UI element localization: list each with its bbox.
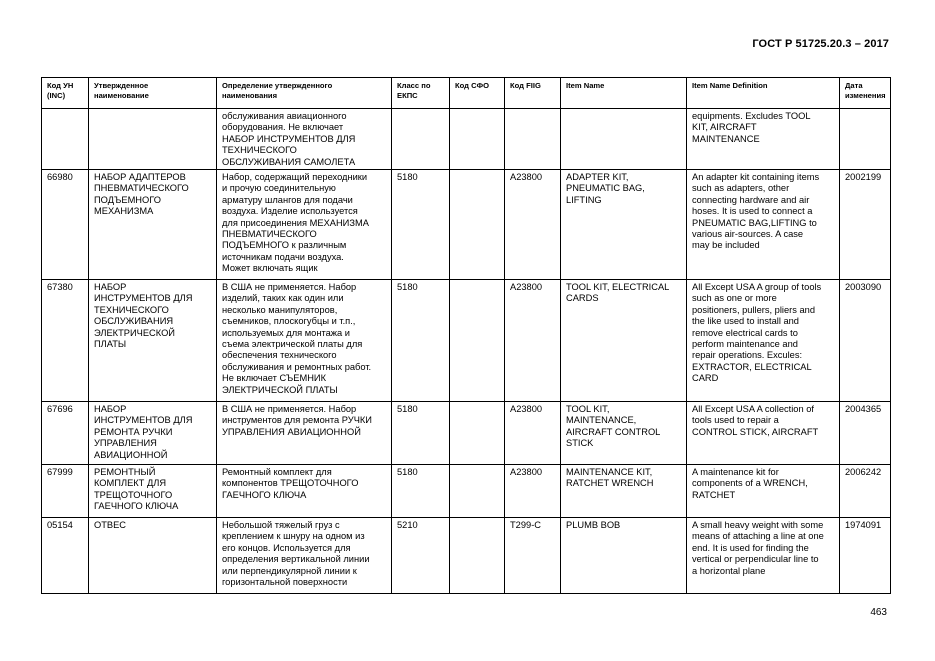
cell-date xyxy=(840,109,891,170)
cell-approved-name xyxy=(89,109,217,170)
cell-approved-name: НАБОР ИНСТРУМЕНТОВ ДЛЯ РЕМОНТА РУЧКИ УПРАВЛЕНИЯ АВИАЦИОННОЙ xyxy=(89,402,217,465)
column-header-item-definition: Item Name Definition xyxy=(687,78,840,109)
cell-inc: 67999 xyxy=(42,465,89,518)
table-row xyxy=(42,518,891,594)
cell-item-name: ADAPTER KIT, PNEUMATIC BAG, LIFTING xyxy=(561,170,687,280)
cell-sfo xyxy=(450,109,505,170)
nomenclature-table xyxy=(41,77,891,594)
column-header-class: Класс по ЕКПС xyxy=(392,78,450,109)
cell-class: 5180 xyxy=(392,280,450,402)
cell-class: 5180 xyxy=(392,465,450,518)
cell-date: 2006242 xyxy=(840,465,891,518)
table-row xyxy=(42,170,891,280)
cell-approved-definition: Набор, содержащий переходники и прочую соединительную арматуру шлангов для подачи воздуха. Изделие используется для присоединения МЕХАНИЗМА ПНЕВМАТИЧЕСКОГО ПОДЪЕМНОГО к различным источникам подачи воздуха. Может включать ящик xyxy=(217,170,392,280)
column-header-date: Дата изменения xyxy=(840,78,891,109)
table-row xyxy=(42,109,891,170)
table-row xyxy=(42,465,891,518)
cell-class: 5210 xyxy=(392,518,450,594)
cell-inc: 66980 xyxy=(42,170,89,280)
cell-inc: 67696 xyxy=(42,402,89,465)
cell-inc xyxy=(42,109,89,170)
column-header-approved-name: Утвержденное наименование xyxy=(89,78,217,109)
cell-sfo xyxy=(450,518,505,594)
column-header-item-name: Item Name xyxy=(561,78,687,109)
table-row xyxy=(42,280,891,402)
cell-approved-definition: обслуживания авиационного оборудования. Не включает НАБОР ИНСТРУМЕНТОВ ДЛЯ ТЕХНИЧЕСКОГО ОБСЛУЖИВАНИЯ САМОЛЕТА xyxy=(217,109,392,170)
cell-item-definition: All Except USA A collection of tools used to repair a CONTROL STICK, AIRCRAFT xyxy=(687,402,840,465)
column-header-inc: Код УН (INC) xyxy=(42,78,89,109)
cell-date: 2003090 xyxy=(840,280,891,402)
cell-approved-name: НАБОР ИНСТРУМЕНТОВ ДЛЯ ТЕХНИЧЕСКОГО ОБСЛУЖИВАНИЯ ЭЛЕКТРИЧЕСКОЙ ПЛАТЫ xyxy=(89,280,217,402)
cell-sfo xyxy=(450,465,505,518)
cell-item-name: TOOL KIT, MAINTENANCE, AIRCRAFT CONTROL STICK xyxy=(561,402,687,465)
cell-item-definition: A small heavy weight with some means of attaching a line at one end. It is used for finding the vertical or perpendicular line to a horizontal plane xyxy=(687,518,840,594)
cell-approved-name: НАБОР АДАПТЕРОВ ПНЕВМАТИЧЕСКОГО ПОДЪЕМНОГО МЕХАНИЗМА xyxy=(89,170,217,280)
column-header-fiig: Код FIIG xyxy=(505,78,561,109)
document-standard-title: ГОСТ Р 51725.20.3 – 2017 xyxy=(752,38,889,50)
cell-date: 2004365 xyxy=(840,402,891,465)
cell-item-name: MAINTENANCE KIT, RATCHET WRENCH xyxy=(561,465,687,518)
cell-class: 5180 xyxy=(392,402,450,465)
cell-fiig: A23800 xyxy=(505,465,561,518)
column-header-sfo: Код СФО xyxy=(450,78,505,109)
cell-item-definition: A maintenance kit for components of a WRENCH, RATCHET xyxy=(687,465,840,518)
cell-class xyxy=(392,109,450,170)
cell-sfo xyxy=(450,402,505,465)
cell-item-definition: An adapter kit containing items such as adapters, other connecting hardware and air hoses. It is used to connect a PNEUMATIC BAG,LIFTING to various air-sources. A case may be included xyxy=(687,170,840,280)
cell-date: 1974091 xyxy=(840,518,891,594)
page-number: 463 xyxy=(870,607,887,618)
cell-sfo xyxy=(450,170,505,280)
cell-fiig: T299-C xyxy=(505,518,561,594)
cell-fiig: A23800 xyxy=(505,280,561,402)
cell-approved-definition: Небольшой тяжелый груз с креплением к шнуру на одном из его концов. Используется для определения вертикальной линии или перпендикулярной линии к горизонтальной поверхности xyxy=(217,518,392,594)
cell-item-definition: All Except USA A group of tools such as one or more positioners, pullers, pliers and the like used to install and remove electrical cards to perform maintenance and repair operations. Excules: EXTRACTOR, ELECTRICAL CARD xyxy=(687,280,840,402)
cell-fiig: A23800 xyxy=(505,402,561,465)
cell-approved-definition: В США не применяется. Набор изделий, таких как один или несколько манипуляторов, съемников, плоскогубцы и т.п., используемых для монтажа и съема электрической платы для обеспечения технического обслуживания и ремонтных работ. Не включает СЪЕМНИК ЭЛЕКТРИЧЕСКОЙ ПЛАТЫ xyxy=(217,280,392,402)
cell-approved-definition: В США не применяется. Набор инструментов для ремонта РУЧКИ УПРАВЛЕНИЯ АВИАЦИОННОЙ xyxy=(217,402,392,465)
cell-sfo xyxy=(450,280,505,402)
column-header-approved-definition: Определение утвержденного наименования xyxy=(217,78,392,109)
cell-inc: 67380 xyxy=(42,280,89,402)
cell-approved-name: РЕМОНТНЫЙ КОМПЛЕКТ ДЛЯ ТРЕЩОТОЧНОГО ГАЕЧНОГО КЛЮЧА xyxy=(89,465,217,518)
cell-fiig: A23800 xyxy=(505,170,561,280)
cell-inc: 05154 xyxy=(42,518,89,594)
table-row xyxy=(42,402,891,465)
cell-approved-definition: Ремонтный комплект для компонентов ТРЕЩОТОЧНОГО ГАЕЧНОГО КЛЮЧА xyxy=(217,465,392,518)
cell-item-name xyxy=(561,109,687,170)
cell-class: 5180 xyxy=(392,170,450,280)
cell-item-name: TOOL KIT, ELECTRICAL CARDS xyxy=(561,280,687,402)
table-header-row xyxy=(42,78,891,109)
cell-date: 2002199 xyxy=(840,170,891,280)
cell-approved-name: ОТВЕС xyxy=(89,518,217,594)
cell-item-definition: equipments. Excludes TOOL KIT, AIRCRAFT MAINTENANCE xyxy=(687,109,840,170)
cell-fiig xyxy=(505,109,561,170)
cell-item-name: PLUMB BOB xyxy=(561,518,687,594)
